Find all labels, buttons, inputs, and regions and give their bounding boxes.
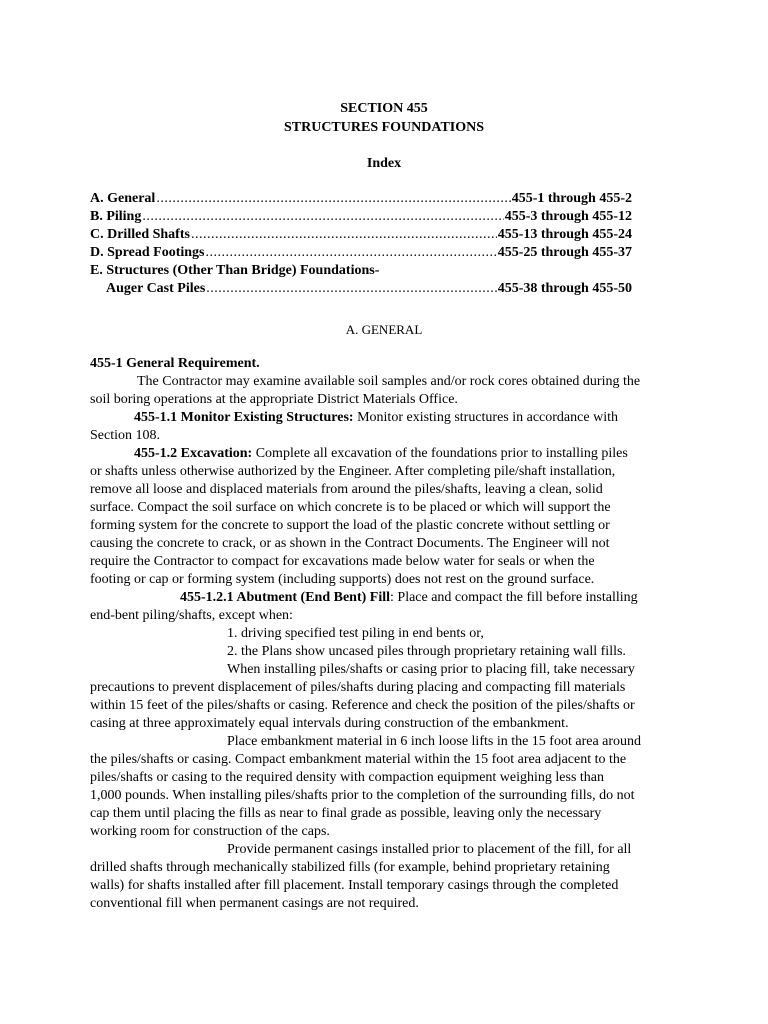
paragraph-line: conventional fill when permanent casings are not required. bbox=[90, 896, 419, 911]
toc-leader bbox=[142, 208, 503, 226]
paragraph-line: the piles/shafts or casing. Compact embankment material within the 15 foot area adjacent to the bbox=[90, 752, 627, 767]
toc-leader bbox=[205, 244, 496, 262]
paragraph-line: working room for construction of the caps. bbox=[90, 824, 330, 839]
index-heading: Index bbox=[366, 156, 402, 171]
toc-label: B. Piling bbox=[90, 209, 142, 224]
toc-entry bbox=[90, 190, 632, 208]
toc-label: E. Structures (Other Than Bridge) Foundations- bbox=[90, 263, 380, 278]
toc-label: A. General bbox=[90, 191, 156, 206]
paragraph-line: 1,000 pounds. When installing piles/shafts prior to the completion of the surrounding fills, do not bbox=[90, 788, 635, 803]
toc-entry bbox=[90, 244, 632, 262]
paragraph-line: drilled shafts through mechanically stabilized fills (for example, behind proprietary retaining bbox=[90, 860, 610, 875]
toc-entry bbox=[90, 262, 632, 280]
paragraph-text: Complete all excavation of the foundations prior to installing piles bbox=[252, 446, 628, 461]
toc-pages: 455-1 through 455-2 bbox=[511, 191, 632, 206]
toc-pages: 455-3 through 455-12 bbox=[504, 209, 632, 224]
paragraph-text: : Place and compact the fill before installing bbox=[390, 590, 638, 605]
section-a-heading: A. GENERAL bbox=[345, 322, 423, 337]
abutment-heading: 455-1.2.1 Abutment (End Bent) Fill bbox=[180, 590, 391, 605]
paragraph-line: end-bent piling/shafts, except when: bbox=[90, 608, 293, 623]
abutment-line bbox=[90, 589, 680, 607]
list-item: 2. the Plans show uncased piles through proprietary retaining wall fills. bbox=[227, 644, 626, 659]
excavation-heading: 455-1.2 Excavation: bbox=[134, 446, 253, 461]
paragraph-line: footing or cap or forming system (including supports) does not rest on the ground surface. bbox=[90, 572, 595, 587]
paragraph-line: remove all loose and displaced materials from around the piles/shafts, leaving a clean, solid bbox=[90, 482, 603, 497]
paragraph-line: causing the concrete to crack, or as shown in the Contract Documents. The Engineer will not bbox=[90, 536, 610, 551]
toc-pages: 455-25 through 455-37 bbox=[497, 245, 632, 260]
section-title: STRUCTURES FOUNDATIONS bbox=[283, 120, 485, 135]
paragraph-line: precautions to prevent displacement of piles/shafts during placing and compacting fill materials bbox=[90, 680, 626, 695]
excavation-line bbox=[90, 445, 680, 463]
paragraph-line: casing at three approximately equal intervals during construction of the embankment. bbox=[90, 716, 569, 731]
paragraph-line: or shafts unless otherwise authorized by the Engineer. After completing pile/shaft installation, bbox=[90, 464, 616, 479]
paragraph-line: Section 108. bbox=[90, 428, 160, 443]
paragraph-line: forming system for the concrete to support the load of the plastic concrete without settling or bbox=[90, 518, 610, 533]
paragraph-line: surface. Compact the soil surface on which concrete is to be placed or which will support the bbox=[90, 500, 611, 515]
paragraph-line: within 15 feet of the piles/shafts or casing. Reference and check the position of the piles/shafts or bbox=[90, 698, 635, 713]
monitor-line bbox=[90, 409, 680, 427]
list-item: 1. driving specified test piling in end bents or, bbox=[227, 626, 484, 641]
toc-entry bbox=[90, 208, 632, 226]
paragraph-line: walls) for shafts installed after fill placement. Install temporary casings through the completed bbox=[90, 878, 619, 893]
toc-leader bbox=[191, 226, 497, 244]
toc-pages: 455-38 through 455-50 bbox=[497, 281, 632, 296]
toc-label: D. Spread Footings bbox=[90, 245, 205, 260]
paragraph-line: Provide permanent casings installed prior to placement of the fill, for all bbox=[227, 842, 632, 857]
section-number: SECTION 455 bbox=[340, 101, 428, 116]
toc-leader bbox=[206, 280, 496, 298]
paragraph-text: Monitor existing structures in accordance with bbox=[353, 410, 618, 425]
paragraph-line: require the Contractor to compact for excavations made below water for seals or when the bbox=[90, 554, 595, 569]
toc-label: Auger Cast Piles bbox=[106, 281, 206, 296]
paragraph-line: Place embankment material in 6 inch loose lifts in the 15 foot area around bbox=[227, 734, 642, 749]
toc-entry bbox=[90, 226, 632, 244]
paragraph-line: piles/shafts or casing to the required density with compaction equipment weighing less than bbox=[90, 770, 605, 785]
toc-label: C. Drilled Shafts bbox=[90, 227, 190, 242]
paragraph-line: When installing piles/shafts or casing prior to placing fill, take necessary bbox=[227, 662, 635, 677]
paragraph-line: soil boring operations at the appropriate District Materials Office. bbox=[90, 392, 458, 407]
paragraph-line: cap them until placing the fills as near to final grade as possible, leaving only the necessary bbox=[90, 806, 602, 821]
requirement-heading: 455-1 General Requirement. bbox=[90, 356, 260, 371]
toc-pages: 455-13 through 455-24 bbox=[497, 227, 632, 242]
table-of-contents bbox=[90, 190, 632, 298]
monitor-heading: 455-1.1 Monitor Existing Structures: bbox=[134, 410, 354, 425]
toc-entry bbox=[90, 280, 632, 298]
paragraph-line: The Contractor may examine available soil samples and/or rock cores obtained during the bbox=[137, 374, 641, 389]
body-text bbox=[90, 355, 680, 913]
toc-leader bbox=[156, 190, 510, 208]
